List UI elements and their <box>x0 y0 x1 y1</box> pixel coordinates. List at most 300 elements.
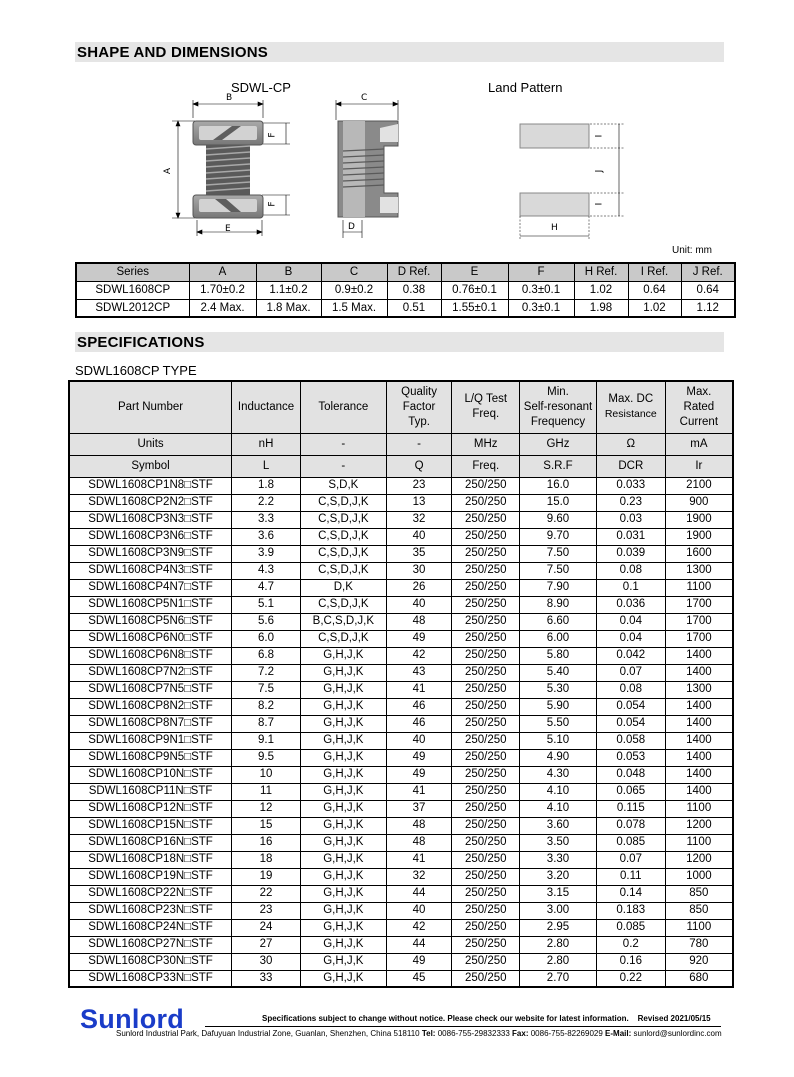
col-h: H Ref. <box>574 263 628 281</box>
spec-cell: 0.085 <box>596 834 665 851</box>
spec-cell: 46 <box>386 698 452 715</box>
spec-cell: C,S,D,J,K <box>300 545 386 562</box>
spec-cell: 250/250 <box>452 664 520 681</box>
spec-cell: 16 <box>232 834 301 851</box>
dim-label-f-bottom: F <box>267 201 278 207</box>
table-row <box>69 664 733 681</box>
spec-cell: 250/250 <box>452 902 520 919</box>
spec-cell: 3.50 <box>520 834 597 851</box>
table-row <box>69 681 733 698</box>
spec-cell: G,H,J,K <box>300 647 386 664</box>
spec-cell: 250/250 <box>452 511 520 528</box>
table-row <box>69 630 733 647</box>
spec-cell: 1400 <box>665 766 733 783</box>
table-row <box>69 528 733 545</box>
spec-cell: 5.10 <box>520 732 597 749</box>
dimension-cell: 1.98 <box>574 299 628 317</box>
col-c: C <box>321 263 387 281</box>
email-label: E-Mail: <box>605 1029 632 1038</box>
spec-cell: 0.03 <box>596 511 665 528</box>
part-number-cell: SDWL1608CP33N□STF <box>69 970 232 987</box>
dim-label-i-bottom: I <box>594 202 605 206</box>
part-number-cell: SDWL1608CP3N6□STF <box>69 528 232 545</box>
spec-cell: 30 <box>386 562 452 579</box>
part-number-cell: SDWL1608CP12N□STF <box>69 800 232 817</box>
spec-cell: 0.048 <box>596 766 665 783</box>
spec-cell: 30 <box>232 953 301 970</box>
spec-cell: C,S,D,J,K <box>300 630 386 647</box>
footer-address <box>116 1029 722 1038</box>
symbol-cell: - <box>300 455 386 477</box>
spec-cell: 40 <box>386 902 452 919</box>
spec-cell: 41 <box>386 783 452 800</box>
part-number-cell: SDWL1608CP22N□STF <box>69 885 232 902</box>
spec-cell: 27 <box>232 936 301 953</box>
spec-cell: 49 <box>386 953 452 970</box>
symbol-cell: DCR <box>596 455 665 477</box>
spec-cell: 3.60 <box>520 817 597 834</box>
col-d: D Ref. <box>387 263 441 281</box>
email: sunlord@sunlordinc.com <box>633 1029 722 1038</box>
unit-note: Unit: mm <box>672 245 712 256</box>
units-row <box>69 433 733 455</box>
dim-label-j: J <box>594 169 605 173</box>
spec-cell: 1400 <box>665 698 733 715</box>
spec-cell: 4.3 <box>232 562 301 579</box>
part-number-cell: SDWL1608CP5N6□STF <box>69 613 232 630</box>
spec-cell: 0.033 <box>596 477 665 494</box>
spec-cell: 42 <box>386 919 452 936</box>
part-number-cell: SDWL1608CP4N3□STF <box>69 562 232 579</box>
section-title: SPECIFICATIONS <box>77 334 205 351</box>
symbol-cell: Symbol <box>69 455 232 477</box>
spec-cell: 23 <box>232 902 301 919</box>
spec-cell: 1400 <box>665 749 733 766</box>
spec-cell: 900 <box>665 494 733 511</box>
spec-cell: 4.90 <box>520 749 597 766</box>
spec-cell: 24 <box>232 919 301 936</box>
table-row <box>69 817 733 834</box>
spec-cell: 1000 <box>665 868 733 885</box>
dimension-cell: 1.5 Max. <box>321 299 387 317</box>
spec-cell: G,H,J,K <box>300 885 386 902</box>
spec-cell: 1400 <box>665 664 733 681</box>
spec-cell: D,K <box>300 579 386 596</box>
table-row <box>69 936 733 953</box>
symbol-cell: Freq. <box>452 455 520 477</box>
spec-cell: 46 <box>386 715 452 732</box>
part-number-cell: SDWL1608CP6N0□STF <box>69 630 232 647</box>
spec-cell: 9.1 <box>232 732 301 749</box>
spec-cell: 1100 <box>665 579 733 596</box>
spec-cell: 0.039 <box>596 545 665 562</box>
dim-label-e: E <box>225 224 231 234</box>
spec-cell: G,H,J,K <box>300 783 386 800</box>
spec-cell: 26 <box>386 579 452 596</box>
spec-cell: G,H,J,K <box>300 919 386 936</box>
dimension-cell: 1.02 <box>574 281 628 299</box>
symbol-cell: Ir <box>665 455 733 477</box>
spec-cell: G,H,J,K <box>300 902 386 919</box>
spec-cell: 3.00 <box>520 902 597 919</box>
spec-cell: 0.065 <box>596 783 665 800</box>
spec-subtitle: SDWL1608CP TYPE <box>75 363 197 378</box>
spec-cell: 48 <box>386 834 452 851</box>
part-number-cell: SDWL1608CP30N□STF <box>69 953 232 970</box>
spec-cell: 3.3 <box>232 511 301 528</box>
table-row <box>69 715 733 732</box>
dimension-cell: 2.4 Max. <box>189 299 256 317</box>
spec-cell: G,H,J,K <box>300 817 386 834</box>
spec-cell: 43 <box>386 664 452 681</box>
spec-cell: 49 <box>386 766 452 783</box>
spec-cell: 1100 <box>665 919 733 936</box>
hdr-srf-2: Self-resonant <box>523 400 593 413</box>
unit-cell: Ω <box>596 433 665 455</box>
table-row <box>69 647 733 664</box>
spec-cell: 0.23 <box>596 494 665 511</box>
spec-cell: 1200 <box>665 817 733 834</box>
spec-cell: 3.15 <box>520 885 597 902</box>
spec-cell: 5.40 <box>520 664 597 681</box>
spec-cell: 19 <box>232 868 301 885</box>
spec-cell: 250/250 <box>452 494 520 511</box>
spec-cell: 250/250 <box>452 613 520 630</box>
spec-cell: 1400 <box>665 647 733 664</box>
spec-cell: 850 <box>665 902 733 919</box>
spec-cell: 0.22 <box>596 970 665 987</box>
spec-cell: 33 <box>232 970 301 987</box>
spec-cell: 250/250 <box>452 817 520 834</box>
dimension-cell: 0.38 <box>387 281 441 299</box>
col-i: I Ref. <box>628 263 681 281</box>
spec-cell: 44 <box>386 885 452 902</box>
hdr-srf <box>520 381 597 433</box>
table-row <box>69 494 733 511</box>
dimension-row <box>76 299 735 317</box>
spec-cell: 1900 <box>665 528 733 545</box>
unit-cell: nH <box>232 433 301 455</box>
dim-label-b: B <box>226 93 233 103</box>
spec-cell: 2.95 <box>520 919 597 936</box>
dimension-cell: 1.12 <box>681 299 735 317</box>
revised-date: Revised 2021/05/15 <box>637 1014 711 1023</box>
spec-cell: 49 <box>386 749 452 766</box>
part-number-cell: SDWL1608CP27N□STF <box>69 936 232 953</box>
spec-cell: 8.2 <box>232 698 301 715</box>
spec-cell: 250/250 <box>452 851 520 868</box>
spec-cell: 0.08 <box>596 562 665 579</box>
dimension-cell: 0.3±0.1 <box>508 299 574 317</box>
dimension-cell: 1.70±0.2 <box>189 281 256 299</box>
spec-cell: 680 <box>665 970 733 987</box>
part-number-cell: SDWL1608CP8N2□STF <box>69 698 232 715</box>
spec-cell: 8.90 <box>520 596 597 613</box>
drawing-series-label: SDWL-CP <box>231 80 291 95</box>
col-j: J Ref. <box>681 263 735 281</box>
spec-cell: 1700 <box>665 630 733 647</box>
hdr-current <box>665 381 733 433</box>
spec-cell: G,H,J,K <box>300 868 386 885</box>
spec-cell: 0.036 <box>596 596 665 613</box>
spec-cell: 7.5 <box>232 681 301 698</box>
spec-cell: 5.90 <box>520 698 597 715</box>
spec-cell: 35 <box>386 545 452 562</box>
spec-cell: 1600 <box>665 545 733 562</box>
spec-cell: 7.2 <box>232 664 301 681</box>
spec-cell: 37 <box>386 800 452 817</box>
spec-cell: 1700 <box>665 613 733 630</box>
spec-cell: 13 <box>386 494 452 511</box>
spec-cell: 40 <box>386 596 452 613</box>
symbol-row <box>69 455 733 477</box>
tel: 0086-755-29832333 <box>437 1029 510 1038</box>
table-row <box>69 902 733 919</box>
spec-cell: 8.7 <box>232 715 301 732</box>
spec-cell: 250/250 <box>452 919 520 936</box>
part-number-cell: SDWL1608CP24N□STF <box>69 919 232 936</box>
spec-cell: 250/250 <box>452 834 520 851</box>
table-row <box>69 851 733 868</box>
table-row <box>69 970 733 987</box>
dim-label-a: A <box>163 167 174 175</box>
part-number-cell: SDWL1608CP5N1□STF <box>69 596 232 613</box>
hdr-current-3: Current <box>679 415 719 428</box>
table-row <box>69 868 733 885</box>
part-number-cell: SDWL1608CP6N8□STF <box>69 647 232 664</box>
spec-cell: 3.30 <box>520 851 597 868</box>
dimension-cell: 0.76±0.1 <box>441 281 508 299</box>
table-row <box>69 579 733 596</box>
part-number-cell: SDWL1608CP4N7□STF <box>69 579 232 596</box>
dim-label-f-top: F <box>267 132 278 138</box>
spec-cell: 41 <box>386 851 452 868</box>
table-row <box>69 885 733 902</box>
part-number-cell: SDWL1608CP11N□STF <box>69 783 232 800</box>
table-row <box>69 783 733 800</box>
unit-cell: Units <box>69 433 232 455</box>
spec-cell: C,S,D,J,K <box>300 528 386 545</box>
table-row <box>69 596 733 613</box>
spec-cell: 2.2 <box>232 494 301 511</box>
spec-cell: 1300 <box>665 562 733 579</box>
spec-cell: 3.9 <box>232 545 301 562</box>
part-number-cell: SDWL1608CP3N3□STF <box>69 511 232 528</box>
spec-cell: 0.042 <box>596 647 665 664</box>
table-row <box>69 749 733 766</box>
col-f: F <box>508 263 574 281</box>
spec-cell: G,H,J,K <box>300 800 386 817</box>
spec-cell: 920 <box>665 953 733 970</box>
spec-cell: 9.5 <box>232 749 301 766</box>
spec-cell: C,S,D,J,K <box>300 562 386 579</box>
spec-cell: 1.8 <box>232 477 301 494</box>
spec-cell: G,H,J,K <box>300 834 386 851</box>
spec-cell: 0.08 <box>596 681 665 698</box>
spec-cell: 42 <box>386 647 452 664</box>
section-title: SHAPE AND DIMENSIONS <box>77 44 268 61</box>
spec-cell: 23 <box>386 477 452 494</box>
spec-cell: S,D,K <box>300 477 386 494</box>
spec-cell: 5.30 <box>520 681 597 698</box>
spec-cell: 250/250 <box>452 477 520 494</box>
spec-cell: 0.07 <box>596 851 665 868</box>
hdr-current-1: Max. <box>686 385 712 398</box>
spec-cell: 250/250 <box>452 715 520 732</box>
fax: 0086-755-82269029 <box>530 1029 603 1038</box>
spec-cell: 0.078 <box>596 817 665 834</box>
spec-cell: 250/250 <box>452 885 520 902</box>
col-e: E <box>441 263 508 281</box>
spec-cell: C,S,D,J,K <box>300 494 386 511</box>
tel-label: Tel: <box>421 1029 436 1038</box>
spec-cell: G,H,J,K <box>300 698 386 715</box>
spec-cell: 0.1 <box>596 579 665 596</box>
spec-cell: 15.0 <box>520 494 597 511</box>
spec-cell: 250/250 <box>452 681 520 698</box>
spec-cell: 1700 <box>665 596 733 613</box>
spec-cell: 250/250 <box>452 749 520 766</box>
sunlord-logo: Sunlord <box>80 1004 185 1034</box>
unit-cell: - <box>386 433 452 455</box>
spec-cell: 9.60 <box>520 511 597 528</box>
part-number-cell: SDWL1608CP23N□STF <box>69 902 232 919</box>
dimension-cell: 0.51 <box>387 299 441 317</box>
dimension-table-header <box>76 263 735 281</box>
hdr-part: Part Number <box>69 381 232 433</box>
spec-cell: 4.10 <box>520 783 597 800</box>
table-row <box>69 545 733 562</box>
spec-cell: 2.80 <box>520 953 597 970</box>
symbol-cell: Q <box>386 455 452 477</box>
symbol-cell: L <box>232 455 301 477</box>
land-pattern-label: Land Pattern <box>488 80 563 95</box>
spec-cell: 0.07 <box>596 664 665 681</box>
part-number-cell: SDWL1608CP2N2□STF <box>69 494 232 511</box>
spec-cell: 6.0 <box>232 630 301 647</box>
spec-cell: 850 <box>665 885 733 902</box>
footer-divider <box>205 1026 721 1027</box>
spec-cell: 5.50 <box>520 715 597 732</box>
spec-cell: 1100 <box>665 834 733 851</box>
spec-cell: 2100 <box>665 477 733 494</box>
spec-cell: 40 <box>386 732 452 749</box>
dimension-cell: 1.02 <box>628 299 681 317</box>
spec-cell: 250/250 <box>452 630 520 647</box>
dim-label-i-top: I <box>594 134 605 138</box>
spec-cell: G,H,J,K <box>300 970 386 987</box>
table-row <box>69 953 733 970</box>
series-cell: SDWL2012CP <box>76 299 189 317</box>
spec-cell: 250/250 <box>452 800 520 817</box>
col-series: Series <box>76 263 189 281</box>
table-row <box>69 834 733 851</box>
spec-cell: B,C,S,D,J,K <box>300 613 386 630</box>
spec-cell: 780 <box>665 936 733 953</box>
spec-cell: 16.0 <box>520 477 597 494</box>
unit-cell: GHz <box>520 433 597 455</box>
spec-cell: 10 <box>232 766 301 783</box>
spec-cell: 22 <box>232 885 301 902</box>
spec-cell: 48 <box>386 613 452 630</box>
spec-cell: 250/250 <box>452 698 520 715</box>
unit-cell: mA <box>665 433 733 455</box>
spec-cell: 5.80 <box>520 647 597 664</box>
spec-cell: 15 <box>232 817 301 834</box>
spec-cell: 40 <box>386 528 452 545</box>
spec-cell: 250/250 <box>452 596 520 613</box>
symbol-cell: S.R.F <box>520 455 597 477</box>
table-row <box>69 732 733 749</box>
part-number-cell: SDWL1608CP9N1□STF <box>69 732 232 749</box>
col-a: A <box>189 263 256 281</box>
table-row <box>69 698 733 715</box>
dim-label-d: D <box>348 222 355 232</box>
spec-cell: 0.04 <box>596 630 665 647</box>
dimension-cell: 0.3±0.1 <box>508 281 574 299</box>
part-number-cell: SDWL1608CP15N□STF <box>69 817 232 834</box>
table-row <box>69 477 733 494</box>
spec-cell: 41 <box>386 681 452 698</box>
dimension-cell: 0.64 <box>628 281 681 299</box>
spec-cell: 0.085 <box>596 919 665 936</box>
col-b: B <box>256 263 321 281</box>
hdr-quality-2: Factor <box>402 400 436 413</box>
spec-cell: 250/250 <box>452 970 520 987</box>
spec-cell: 4.7 <box>232 579 301 596</box>
spec-cell: 18 <box>232 851 301 868</box>
spec-cell: 250/250 <box>452 545 520 562</box>
hdr-lq-2: Freq. <box>472 408 500 421</box>
part-number-cell: SDWL1608CP1N8□STF <box>69 477 232 494</box>
table-row <box>69 511 733 528</box>
spec-cell: 0.183 <box>596 902 665 919</box>
table-row <box>69 919 733 936</box>
hdr-tolerance: Tolerance <box>300 381 386 433</box>
spec-cell: C,S,D,J,K <box>300 596 386 613</box>
spec-cell: 0.053 <box>596 749 665 766</box>
spec-cell: 250/250 <box>452 732 520 749</box>
spec-cell: G,H,J,K <box>300 732 386 749</box>
table-row <box>69 613 733 630</box>
spec-cell: 250/250 <box>452 766 520 783</box>
spec-cell: 4.10 <box>520 800 597 817</box>
spec-cell: G,H,J,K <box>300 766 386 783</box>
dimension-cell: 0.64 <box>681 281 735 299</box>
spec-cell: 5.6 <box>232 613 301 630</box>
spec-cell: G,H,J,K <box>300 681 386 698</box>
hdr-dcr <box>596 381 665 433</box>
spec-cell: 0.11 <box>596 868 665 885</box>
spec-cell: 48 <box>386 817 452 834</box>
address: Sunlord Industrial Park, Dafuyuan Industrial Zone, Guanlan, Shenzhen, China 518110 <box>116 1029 420 1038</box>
spec-cell: 45 <box>386 970 452 987</box>
hdr-lq-freq <box>452 381 520 433</box>
spec-cell: C,S,D,J,K <box>300 511 386 528</box>
spec-cell: 4.30 <box>520 766 597 783</box>
dim-label-h: H <box>551 223 558 233</box>
specifications-table <box>68 380 734 988</box>
spec-cell: 250/250 <box>452 868 520 885</box>
spec-cell: G,H,J,K <box>300 664 386 681</box>
spec-cell: G,H,J,K <box>300 851 386 868</box>
hdr-current-2: Rated <box>683 400 715 413</box>
table-row <box>69 766 733 783</box>
spec-cell: 44 <box>386 936 452 953</box>
spec-cell: 0.2 <box>596 936 665 953</box>
spec-cell: 250/250 <box>452 647 520 664</box>
hdr-dcr-1: Max. DC <box>608 393 654 406</box>
